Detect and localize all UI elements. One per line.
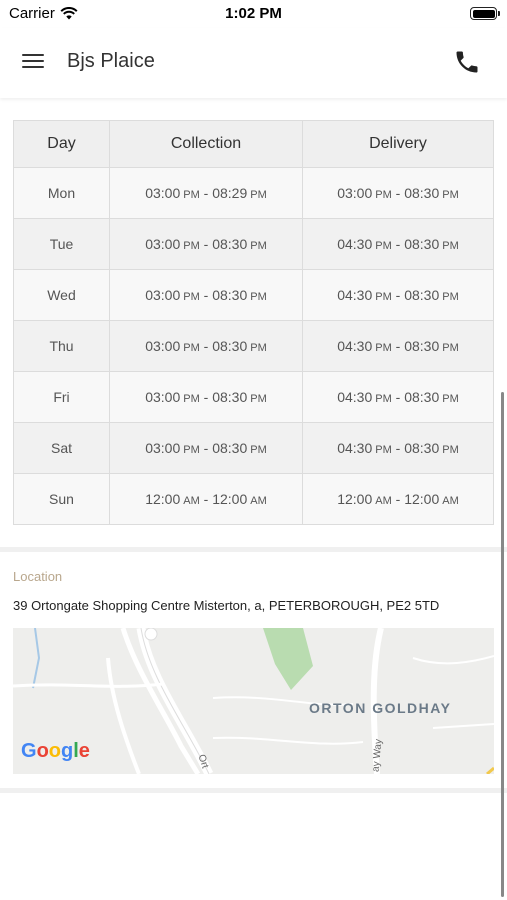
google-logo-letter: e <box>78 740 90 762</box>
time-period: PM <box>183 240 200 252</box>
time-value: 03:00 <box>145 338 181 354</box>
location-map[interactable] <box>13 628 494 774</box>
page-title: Bjs Plaice <box>67 50 155 72</box>
hamburger-icon[interactable] <box>22 50 46 74</box>
time-value: 04:30 <box>337 389 373 405</box>
section-divider <box>0 788 507 793</box>
time-value: 08:30 <box>212 287 248 303</box>
time-value: 08:30 <box>212 389 248 405</box>
table-row <box>14 168 494 219</box>
time-period: PM <box>250 291 267 303</box>
status-time: 1:02 PM <box>225 5 282 22</box>
day-cell: Mon <box>14 168 110 219</box>
time-value: 12:00 <box>337 491 373 507</box>
time-value: 08:30 <box>404 287 440 303</box>
column-header-collection: Collection <box>110 121 303 168</box>
time-period: PM <box>183 393 200 405</box>
time-period: AM <box>442 495 459 507</box>
collection-cell <box>110 321 303 372</box>
time-period: PM <box>442 342 459 354</box>
time-period: PM <box>250 240 267 252</box>
time-value: 08:30 <box>212 236 248 252</box>
collection-cell <box>110 168 303 219</box>
time-value: 03:00 <box>337 185 373 201</box>
section-divider <box>0 547 507 552</box>
time-separator: - <box>391 236 405 252</box>
time-value: 08:30 <box>212 338 248 354</box>
column-header-day: Day <box>14 121 110 168</box>
time-value: 08:30 <box>404 185 440 201</box>
time-period: PM <box>375 189 392 201</box>
time-separator: - <box>199 338 213 354</box>
time-value: 08:30 <box>212 440 248 456</box>
map-area-label: ORTON GOLDHAY <box>309 700 452 716</box>
table-row <box>14 270 494 321</box>
time-separator: - <box>199 491 213 507</box>
time-value: 12:00 <box>145 491 181 507</box>
time-period: PM <box>183 342 200 354</box>
location-address: 39 Ortongate Shopping Centre Misterton, a, PETERBOROUGH, PE2 5TD <box>13 598 440 613</box>
time-separator: - <box>199 287 213 303</box>
carrier-label: Carrier <box>9 5 55 22</box>
day-cell: Tue <box>14 219 110 270</box>
collection-cell <box>110 270 303 321</box>
delivery-cell <box>303 219 494 270</box>
time-value: 08:30 <box>404 389 440 405</box>
status-bar <box>0 0 507 28</box>
delivery-cell <box>303 372 494 423</box>
table-row <box>14 474 494 525</box>
map-road-label: ay Way <box>370 738 385 773</box>
time-period: PM <box>442 444 459 456</box>
time-value: 04:30 <box>337 440 373 456</box>
opening-hours-table <box>13 120 494 525</box>
collection-cell <box>110 474 303 525</box>
time-period: PM <box>183 189 200 201</box>
time-period: AM <box>183 495 200 507</box>
time-separator: - <box>199 236 213 252</box>
column-header-delivery: Delivery <box>303 121 494 168</box>
time-value: 08:30 <box>404 338 440 354</box>
time-value: 03:00 <box>145 236 181 252</box>
time-separator: - <box>391 338 405 354</box>
day-cell: Thu <box>14 321 110 372</box>
day-cell: Fri <box>14 372 110 423</box>
time-period: PM <box>375 342 392 354</box>
time-separator: - <box>391 389 405 405</box>
time-period: PM <box>375 291 392 303</box>
google-logo-letter: G <box>21 740 37 762</box>
time-value: 08:30 <box>404 236 440 252</box>
collection-cell <box>110 372 303 423</box>
battery-icon <box>470 7 497 20</box>
time-period: PM <box>442 393 459 405</box>
time-value: 04:30 <box>337 287 373 303</box>
google-logo-letter: o <box>48 740 61 762</box>
time-period: PM <box>442 240 459 252</box>
time-separator: - <box>199 440 213 456</box>
day-cell: Sat <box>14 423 110 474</box>
delivery-cell <box>303 423 494 474</box>
google-logo <box>21 740 90 763</box>
time-value: 04:30 <box>337 236 373 252</box>
delivery-cell <box>303 474 494 525</box>
time-separator: - <box>391 440 405 456</box>
time-value: 12:00 <box>212 491 248 507</box>
time-period: PM <box>183 444 200 456</box>
scroll-indicator[interactable] <box>501 392 504 897</box>
time-separator: - <box>199 389 213 405</box>
time-period: PM <box>375 393 392 405</box>
time-separator: - <box>199 185 213 201</box>
time-value: 08:30 <box>404 440 440 456</box>
time-value: 03:00 <box>145 389 181 405</box>
time-period: PM <box>375 240 392 252</box>
google-logo-letter: l <box>73 740 79 762</box>
time-period: AM <box>250 495 267 507</box>
time-value: 08:29 <box>212 185 248 201</box>
time-period: PM <box>442 189 459 201</box>
delivery-cell <box>303 168 494 219</box>
location-label: Location <box>13 569 63 584</box>
time-value: 04:30 <box>337 338 373 354</box>
table-row <box>14 219 494 270</box>
time-period: AM <box>375 495 392 507</box>
time-period: PM <box>442 291 459 303</box>
time-period: PM <box>375 444 392 456</box>
day-cell: Wed <box>14 270 110 321</box>
map-road-label: Ort <box>195 753 211 770</box>
time-period: PM <box>183 291 200 303</box>
google-logo-letter: g <box>61 740 74 762</box>
time-period: PM <box>250 393 267 405</box>
table-row <box>14 372 494 423</box>
time-separator: - <box>391 185 405 201</box>
day-cell: Sun <box>14 474 110 525</box>
time-separator: - <box>391 287 405 303</box>
time-value: 12:00 <box>404 491 440 507</box>
time-separator: - <box>391 491 405 507</box>
time-value: 03:00 <box>145 440 181 456</box>
delivery-cell <box>303 270 494 321</box>
time-value: 03:00 <box>145 185 181 201</box>
app-header <box>0 28 507 98</box>
delivery-cell <box>303 321 494 372</box>
time-period: PM <box>250 444 267 456</box>
google-logo-letter: o <box>36 740 49 762</box>
time-period: PM <box>250 342 267 354</box>
table-row <box>14 321 494 372</box>
time-period: PM <box>250 189 267 201</box>
collection-cell <box>110 219 303 270</box>
collection-cell <box>110 423 303 474</box>
table-row <box>14 423 494 474</box>
time-value: 03:00 <box>145 287 181 303</box>
phone-icon[interactable] <box>453 48 481 76</box>
table-header-row <box>14 121 494 168</box>
